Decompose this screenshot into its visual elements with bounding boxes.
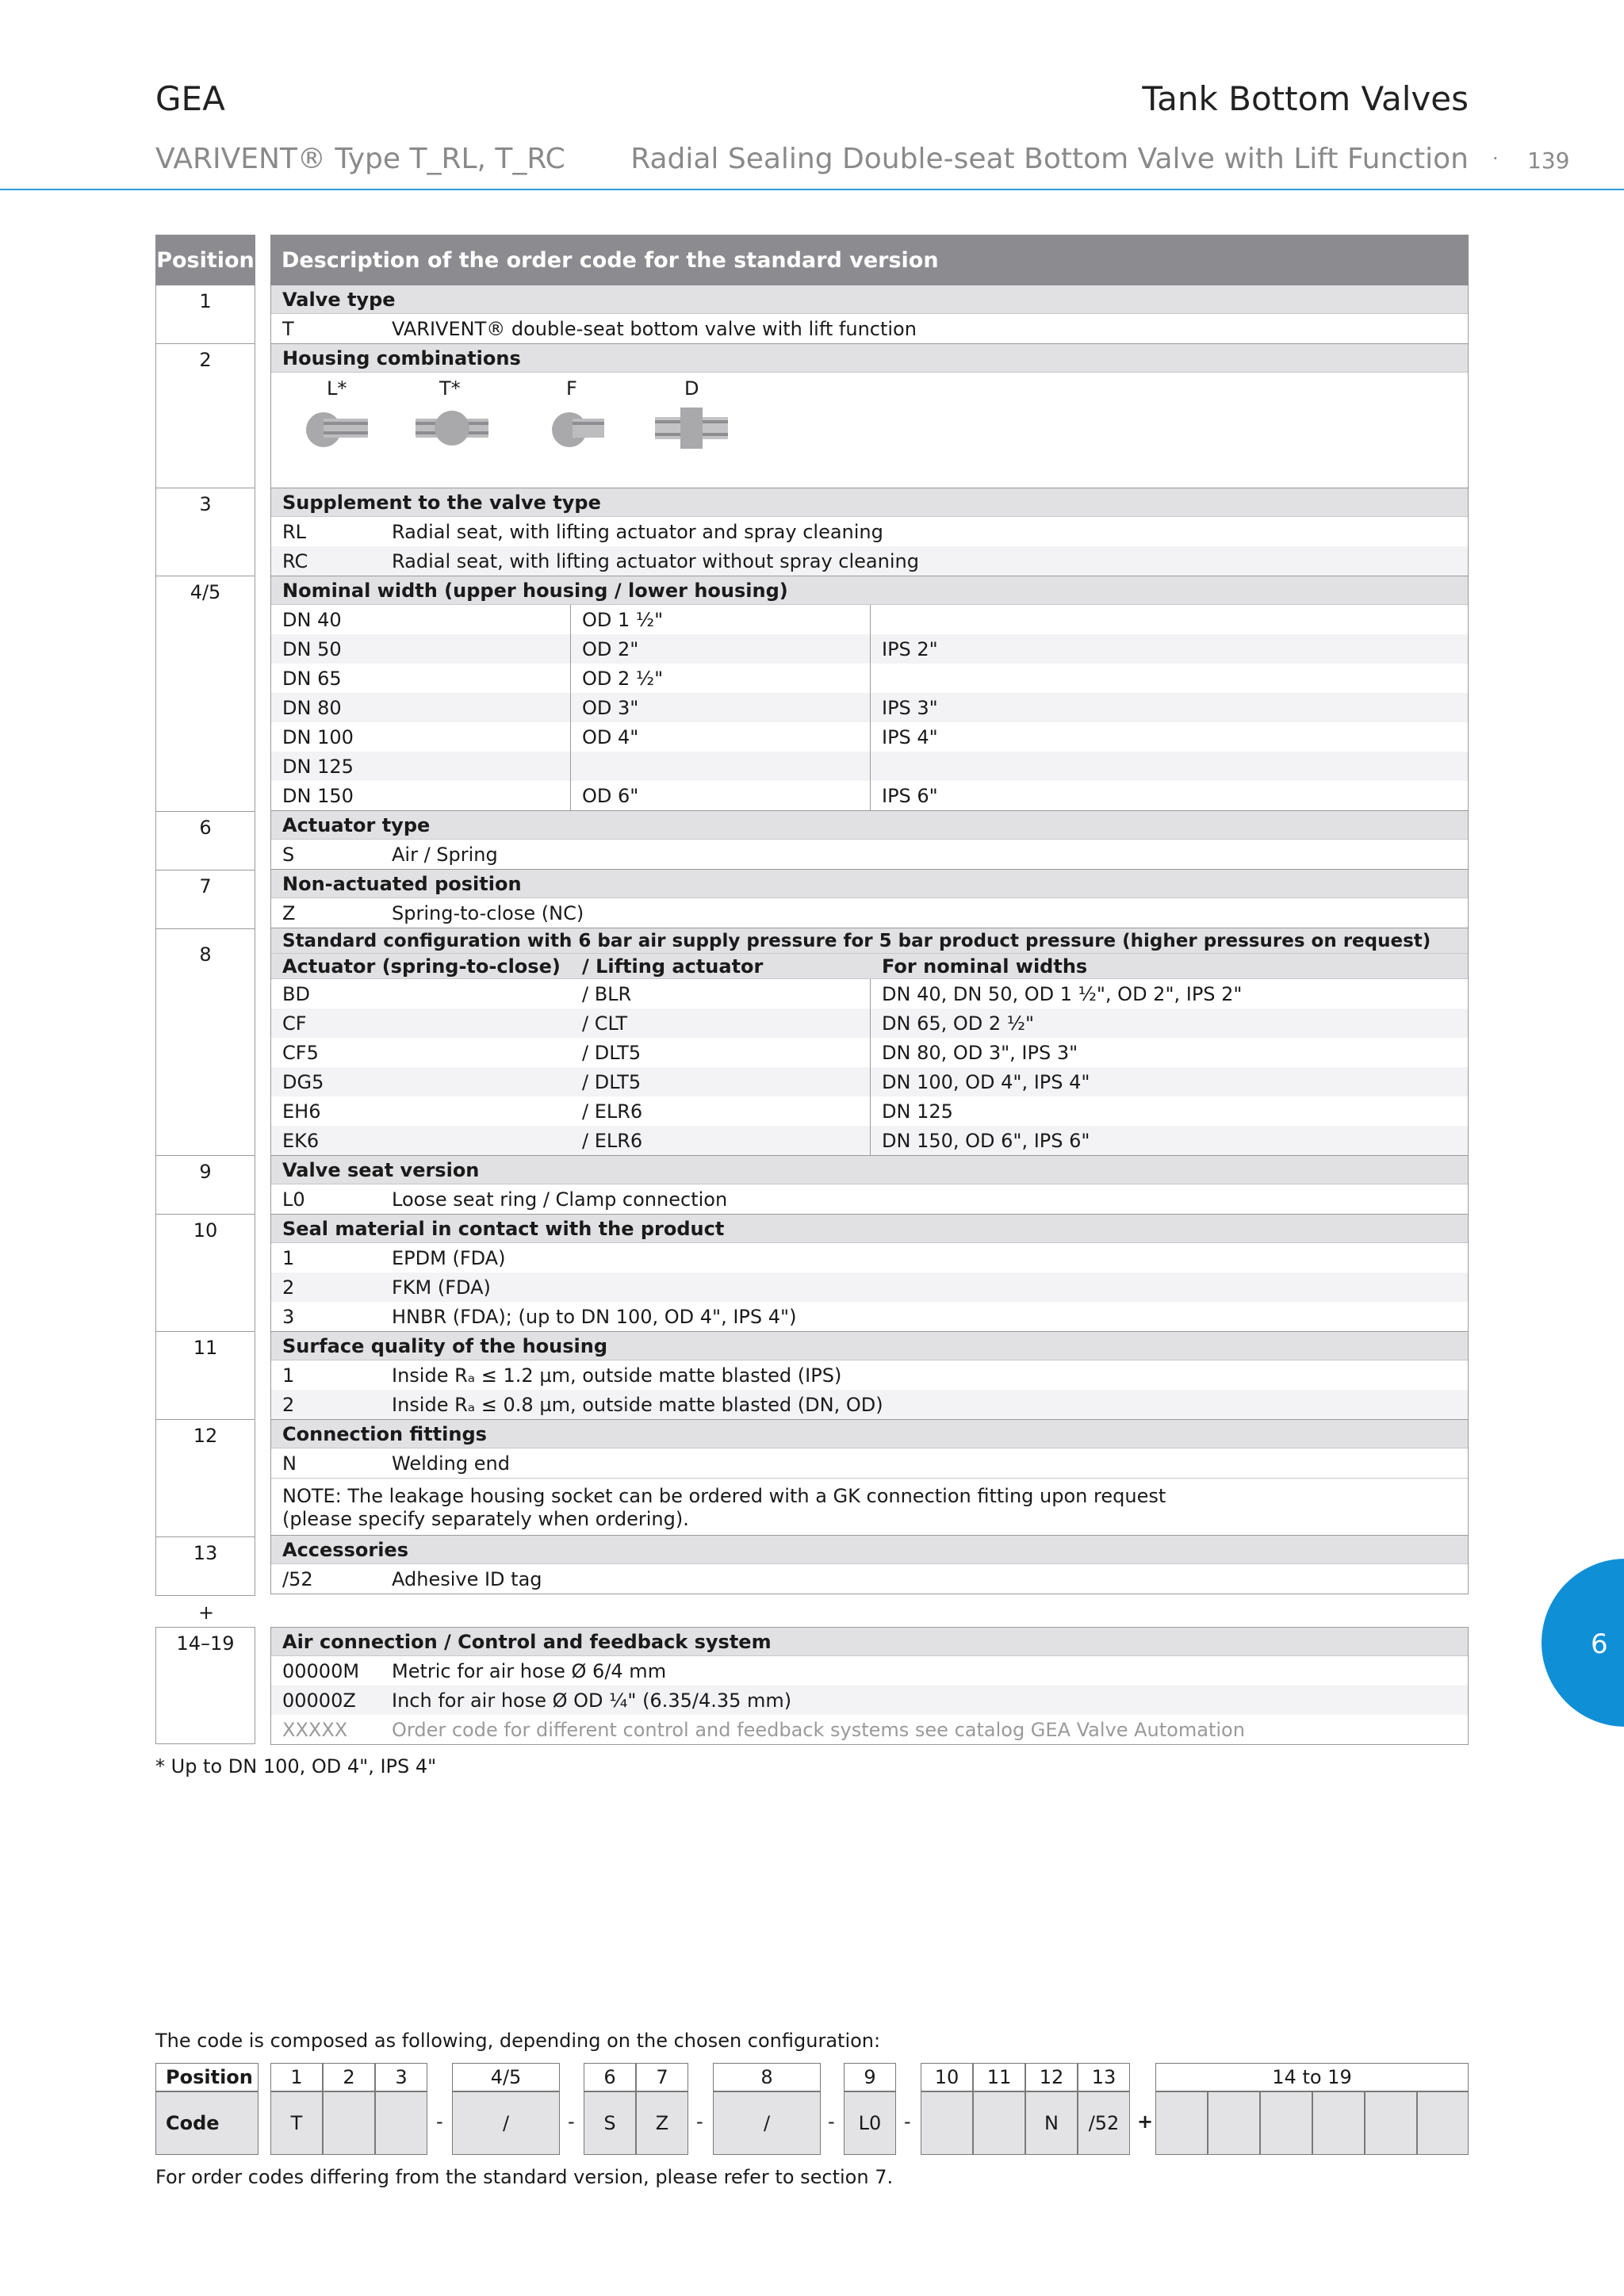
code-intro: The code is composed as following, depending on the chosen configuration: bbox=[155, 2030, 881, 2052]
option-code: 3 bbox=[282, 1305, 295, 1328]
code-position-label: Position bbox=[155, 2063, 259, 2091]
section-title: Supplement to the valve type bbox=[271, 488, 1468, 517]
option-code: 2 bbox=[282, 1276, 295, 1299]
option-code: T bbox=[282, 317, 294, 340]
option-label: EPDM (FDA) bbox=[392, 1246, 506, 1269]
section-connection-fittings bbox=[270, 1420, 1469, 1536]
config-widths: DN 125 bbox=[882, 1100, 953, 1123]
position-cell: 1 bbox=[155, 285, 255, 344]
nominal-ips bbox=[871, 752, 1468, 781]
valve-housing-l-icon bbox=[300, 404, 371, 452]
housing-label: L* bbox=[327, 377, 347, 400]
option-code: XXXXX bbox=[282, 1718, 348, 1741]
nominal-row bbox=[271, 634, 1468, 664]
section-title: Accessories bbox=[271, 1536, 1468, 1564]
nominal-row bbox=[271, 752, 1468, 781]
code-code-label: Code bbox=[155, 2091, 259, 2155]
nominal-row bbox=[271, 693, 1468, 722]
position-cell: 10 bbox=[155, 1215, 255, 1332]
code-value: N bbox=[1025, 2091, 1078, 2155]
position-column bbox=[155, 235, 255, 1596]
nominal-row bbox=[271, 722, 1468, 752]
option-row bbox=[271, 1686, 1468, 1715]
nominal-ips bbox=[871, 664, 1468, 693]
section-title: Valve type bbox=[271, 285, 1468, 314]
nominal-dn: DN 80 bbox=[271, 693, 571, 722]
config-row bbox=[271, 1038, 1468, 1067]
position-cell: 4/5 bbox=[155, 576, 255, 812]
section-title: Air connection / Control and feedback system bbox=[271, 1628, 1468, 1656]
section-title: Seal material in contact with the product bbox=[271, 1215, 1468, 1243]
option-code: 1 bbox=[282, 1364, 295, 1387]
option-code: N bbox=[282, 1452, 297, 1475]
chapter-number: 6 bbox=[1591, 1628, 1608, 1660]
housing-label: D bbox=[684, 377, 699, 400]
option-label: Welding end bbox=[392, 1452, 510, 1475]
description-column bbox=[270, 235, 1469, 1594]
option-label: Radial seat, with lifting actuator without spray cleaning bbox=[392, 549, 919, 572]
option-row bbox=[271, 1564, 1468, 1594]
option-row bbox=[271, 1656, 1468, 1686]
option-label: Inside Rₐ ≤ 1.2 µm, outside matte blasted (IPS) bbox=[392, 1364, 842, 1387]
config-actuator: EK6 bbox=[282, 1129, 320, 1152]
section-surface-quality bbox=[270, 1332, 1469, 1420]
code-value: / bbox=[713, 2091, 821, 2155]
nominal-od: OD 4" bbox=[571, 722, 871, 752]
option-label: HNBR (FDA); (up to DN 100, OD 4", IPS 4") bbox=[392, 1305, 797, 1328]
option-label: FKM (FDA) bbox=[392, 1276, 491, 1299]
code-position: 1 bbox=[270, 2063, 323, 2091]
code-footer-note: For order codes differing from the standard version, please refer to section 7. bbox=[155, 2166, 894, 2188]
page-title: Tank Bottom Valves bbox=[1142, 79, 1469, 118]
nominal-dn: DN 50 bbox=[271, 634, 571, 664]
code-value: S bbox=[584, 2091, 636, 2155]
section-title: Housing combinations bbox=[271, 344, 1468, 373]
description-header: Description of the order code for the standard version bbox=[270, 235, 1469, 285]
nominal-od: OD 2 ½" bbox=[571, 664, 871, 693]
air-position-column bbox=[155, 1627, 255, 1744]
option-label: Metric for air hose Ø 6/4 mm bbox=[392, 1659, 667, 1682]
code-value bbox=[375, 2091, 427, 2155]
config-col-widths: For nominal widths bbox=[882, 955, 1088, 978]
nominal-ips: IPS 2" bbox=[882, 637, 938, 660]
code-position: 3 bbox=[375, 2063, 427, 2091]
code-separator: - bbox=[436, 2110, 443, 2133]
product-description: Radial Sealing Double-seat Bottom Valve with Lift Function bbox=[630, 143, 1469, 175]
plus-sign: + bbox=[198, 1601, 215, 1624]
option-row bbox=[271, 1302, 1468, 1331]
nominal-row bbox=[271, 605, 1468, 634]
option-code: S bbox=[282, 843, 295, 866]
position-cell: 6 bbox=[155, 812, 255, 871]
config-lifting: / BLR bbox=[571, 979, 871, 1008]
option-row bbox=[271, 546, 1468, 576]
option-label: Adhesive ID tag bbox=[392, 1567, 542, 1590]
code-value-empty bbox=[1260, 2091, 1312, 2155]
option-label: Order code for different control and feedback systems see catalog GEA Valve Automation bbox=[392, 1718, 1245, 1741]
option-code: RL bbox=[282, 520, 307, 543]
option-label: Radial seat, with lifting actuator and spray cleaning bbox=[392, 520, 883, 543]
code-separator: - bbox=[828, 2110, 835, 2133]
section-valve-type bbox=[270, 285, 1469, 344]
position-cell: 2 bbox=[155, 344, 255, 488]
nominal-od: OD 3" bbox=[571, 693, 871, 722]
position-cell: 3 bbox=[155, 488, 255, 576]
nominal-ips bbox=[871, 605, 1468, 634]
config-widths: DN 80, OD 3", IPS 3" bbox=[882, 1041, 1078, 1064]
valve-housing-d-icon bbox=[652, 404, 731, 452]
code-value-empty bbox=[1155, 2091, 1208, 2155]
option-code: 00000M bbox=[282, 1659, 360, 1682]
section-title: Valve seat version bbox=[271, 1156, 1468, 1184]
config-widths: DN 150, OD 6", IPS 6" bbox=[882, 1129, 1090, 1152]
code-separator: - bbox=[696, 2110, 703, 2133]
code-position: 12 bbox=[1025, 2063, 1078, 2091]
code-position: 8 bbox=[713, 2063, 821, 2091]
housing-images bbox=[271, 373, 1468, 488]
housing-label: T* bbox=[439, 377, 461, 400]
nominal-ips: IPS 6" bbox=[882, 784, 938, 807]
config-actuator: DG5 bbox=[282, 1070, 324, 1093]
position-cell: 12 bbox=[155, 1420, 255, 1537]
option-code: /52 bbox=[282, 1567, 313, 1590]
section-valve-seat bbox=[270, 1156, 1469, 1215]
section-housing bbox=[270, 344, 1469, 488]
header-rule bbox=[0, 189, 1624, 190]
section-title: Standard configuration with 6 bar air supply pressure for 5 bar product pressure (higher pressures on request) bbox=[271, 928, 1468, 954]
section-title: Non-actuated position bbox=[271, 870, 1468, 898]
config-lifting: / DLT5 bbox=[571, 1067, 871, 1096]
option-label: Inch for air hose Ø OD ¼" (6.35/4.35 mm) bbox=[392, 1689, 792, 1712]
option-label: Loose seat ring / Clamp connection bbox=[392, 1188, 728, 1211]
config-row bbox=[271, 1126, 1468, 1155]
nominal-od: OD 2" bbox=[571, 634, 871, 664]
position-cell: 8 bbox=[155, 929, 255, 1156]
config-actuator: CF bbox=[282, 1012, 307, 1035]
valve-housing-t-icon bbox=[412, 404, 492, 452]
option-row bbox=[271, 1243, 1468, 1272]
option-label: Spring-to-close (NC) bbox=[392, 901, 584, 924]
option-code: 1 bbox=[282, 1246, 295, 1269]
option-code: 00000Z bbox=[282, 1689, 356, 1712]
config-row bbox=[271, 1067, 1468, 1096]
nominal-dn: DN 125 bbox=[271, 752, 571, 781]
code-plus: + bbox=[1137, 2110, 1154, 2133]
code-value-empty bbox=[1365, 2091, 1417, 2155]
nominal-od: OD 6" bbox=[571, 781, 871, 810]
position-cell: 11 bbox=[155, 1332, 255, 1420]
option-row bbox=[271, 1390, 1468, 1419]
code-position: 10 bbox=[921, 2063, 973, 2091]
section-accessories bbox=[270, 1536, 1469, 1594]
nominal-ips: IPS 3" bbox=[882, 696, 938, 719]
nominal-row bbox=[271, 781, 1468, 810]
position-cell: 14–19 bbox=[155, 1627, 255, 1744]
nominal-dn: DN 40 bbox=[271, 605, 571, 634]
housing-label: F bbox=[566, 377, 577, 400]
code-position: 4/5 bbox=[452, 2063, 560, 2091]
config-lifting: / DLT5 bbox=[571, 1038, 871, 1067]
option-row bbox=[271, 517, 1468, 546]
option-code: Z bbox=[282, 901, 296, 924]
config-widths: DN 40, DN 50, OD 1 ½", OD 2", IPS 2" bbox=[882, 982, 1243, 1005]
option-code: 2 bbox=[282, 1393, 295, 1416]
section-title: Actuator type bbox=[271, 811, 1468, 840]
config-header-row bbox=[271, 954, 1468, 979]
section-nominal-width bbox=[270, 576, 1469, 811]
config-lifting: / ELR6 bbox=[571, 1126, 871, 1155]
config-actuator: EH6 bbox=[282, 1100, 321, 1123]
brand-name: GEA bbox=[155, 79, 225, 118]
nominal-od: OD 1 ½" bbox=[571, 605, 871, 634]
config-lifting: / CLT bbox=[571, 1008, 871, 1038]
config-actuator: CF5 bbox=[282, 1041, 319, 1064]
nominal-ips: IPS 4" bbox=[882, 725, 938, 748]
option-label: VARIVENT® double-seat bottom valve with lift function bbox=[392, 317, 917, 340]
code-position: 2 bbox=[323, 2063, 375, 2091]
position-cell: 9 bbox=[155, 1156, 255, 1215]
nominal-dn: DN 150 bbox=[271, 781, 571, 810]
section-title: Surface quality of the housing bbox=[271, 1332, 1468, 1360]
section-supplement bbox=[270, 488, 1469, 576]
code-value bbox=[921, 2091, 973, 2155]
config-lifting: / ELR6 bbox=[571, 1096, 871, 1126]
section-standard-config bbox=[270, 928, 1469, 1156]
connection-note bbox=[271, 1478, 1468, 1535]
code-position: 11 bbox=[973, 2063, 1025, 2091]
option-label: Air / Spring bbox=[392, 843, 498, 866]
config-row bbox=[271, 979, 1468, 1008]
nominal-dn: DN 65 bbox=[271, 664, 571, 693]
section-title: Nominal width (upper housing / lower housing) bbox=[271, 576, 1468, 605]
option-row bbox=[271, 898, 1468, 928]
section-non-actuated bbox=[270, 870, 1469, 928]
option-code: L0 bbox=[282, 1188, 305, 1211]
code-separator: - bbox=[904, 2110, 911, 2133]
code-value-empty bbox=[1312, 2091, 1365, 2155]
position-cell: 13 bbox=[155, 1537, 255, 1596]
position-cell: 7 bbox=[155, 871, 255, 929]
chapter-tab[interactable] bbox=[1542, 1559, 1624, 1727]
config-row bbox=[271, 1008, 1468, 1038]
code-value: T bbox=[270, 2091, 323, 2155]
section-air-connection bbox=[270, 1627, 1469, 1745]
option-row bbox=[271, 1360, 1468, 1390]
page-number: 139 bbox=[1527, 147, 1570, 174]
code-value: / bbox=[452, 2091, 560, 2155]
code-position: 7 bbox=[636, 2063, 688, 2091]
option-row bbox=[271, 840, 1468, 869]
option-label: Inside Rₐ ≤ 0.8 µm, outside matte blasted (DN, OD) bbox=[392, 1393, 883, 1416]
code-position: 14 to 19 bbox=[1155, 2063, 1469, 2091]
section-actuator-type bbox=[270, 811, 1469, 870]
code-position: 9 bbox=[844, 2063, 896, 2091]
code-value bbox=[973, 2091, 1025, 2155]
code-value-empty bbox=[1208, 2091, 1260, 2155]
option-row bbox=[271, 1184, 1468, 1214]
code-value: Z bbox=[636, 2091, 688, 2155]
header-separator: · bbox=[1492, 147, 1499, 170]
code-position: 13 bbox=[1078, 2063, 1130, 2091]
option-row bbox=[271, 1272, 1468, 1302]
code-value: L0 bbox=[844, 2091, 896, 2155]
option-row bbox=[271, 314, 1468, 343]
nominal-od bbox=[571, 752, 871, 781]
code-separator: - bbox=[568, 2110, 575, 2133]
option-row bbox=[271, 1448, 1468, 1478]
code-value: /52 bbox=[1078, 2091, 1130, 2155]
product-subtitle: VARIVENT® Type T_RL, T_RC bbox=[155, 143, 565, 175]
config-row bbox=[271, 1096, 1468, 1126]
config-col-lifting: / Lifting actuator bbox=[582, 955, 764, 978]
config-widths: DN 100, OD 4", IPS 4" bbox=[882, 1070, 1090, 1093]
config-col-actuator: Actuator (spring-to-close) bbox=[282, 955, 561, 978]
position-header: Position bbox=[155, 235, 255, 285]
footnote: * Up to DN 100, OD 4", IPS 4" bbox=[155, 1755, 437, 1777]
option-code: RC bbox=[282, 549, 308, 572]
code-value bbox=[323, 2091, 375, 2155]
note-line: (please specify separately when ordering). bbox=[282, 1508, 689, 1530]
valve-housing-f-icon bbox=[546, 404, 609, 452]
config-actuator: BD bbox=[282, 982, 310, 1005]
nominal-dn: DN 100 bbox=[271, 722, 571, 752]
code-position: 6 bbox=[584, 2063, 636, 2091]
air-description bbox=[270, 1627, 1469, 1745]
option-row bbox=[271, 1715, 1468, 1744]
nominal-row bbox=[271, 664, 1468, 693]
section-seal-material bbox=[270, 1215, 1469, 1332]
config-widths: DN 65, OD 2 ½" bbox=[882, 1012, 1035, 1035]
section-title: Connection fittings bbox=[271, 1420, 1468, 1448]
note-line: NOTE: The leakage housing socket can be ordered with a GK connection fitting upon request bbox=[282, 1485, 1166, 1507]
code-value-empty bbox=[1417, 2091, 1469, 2155]
